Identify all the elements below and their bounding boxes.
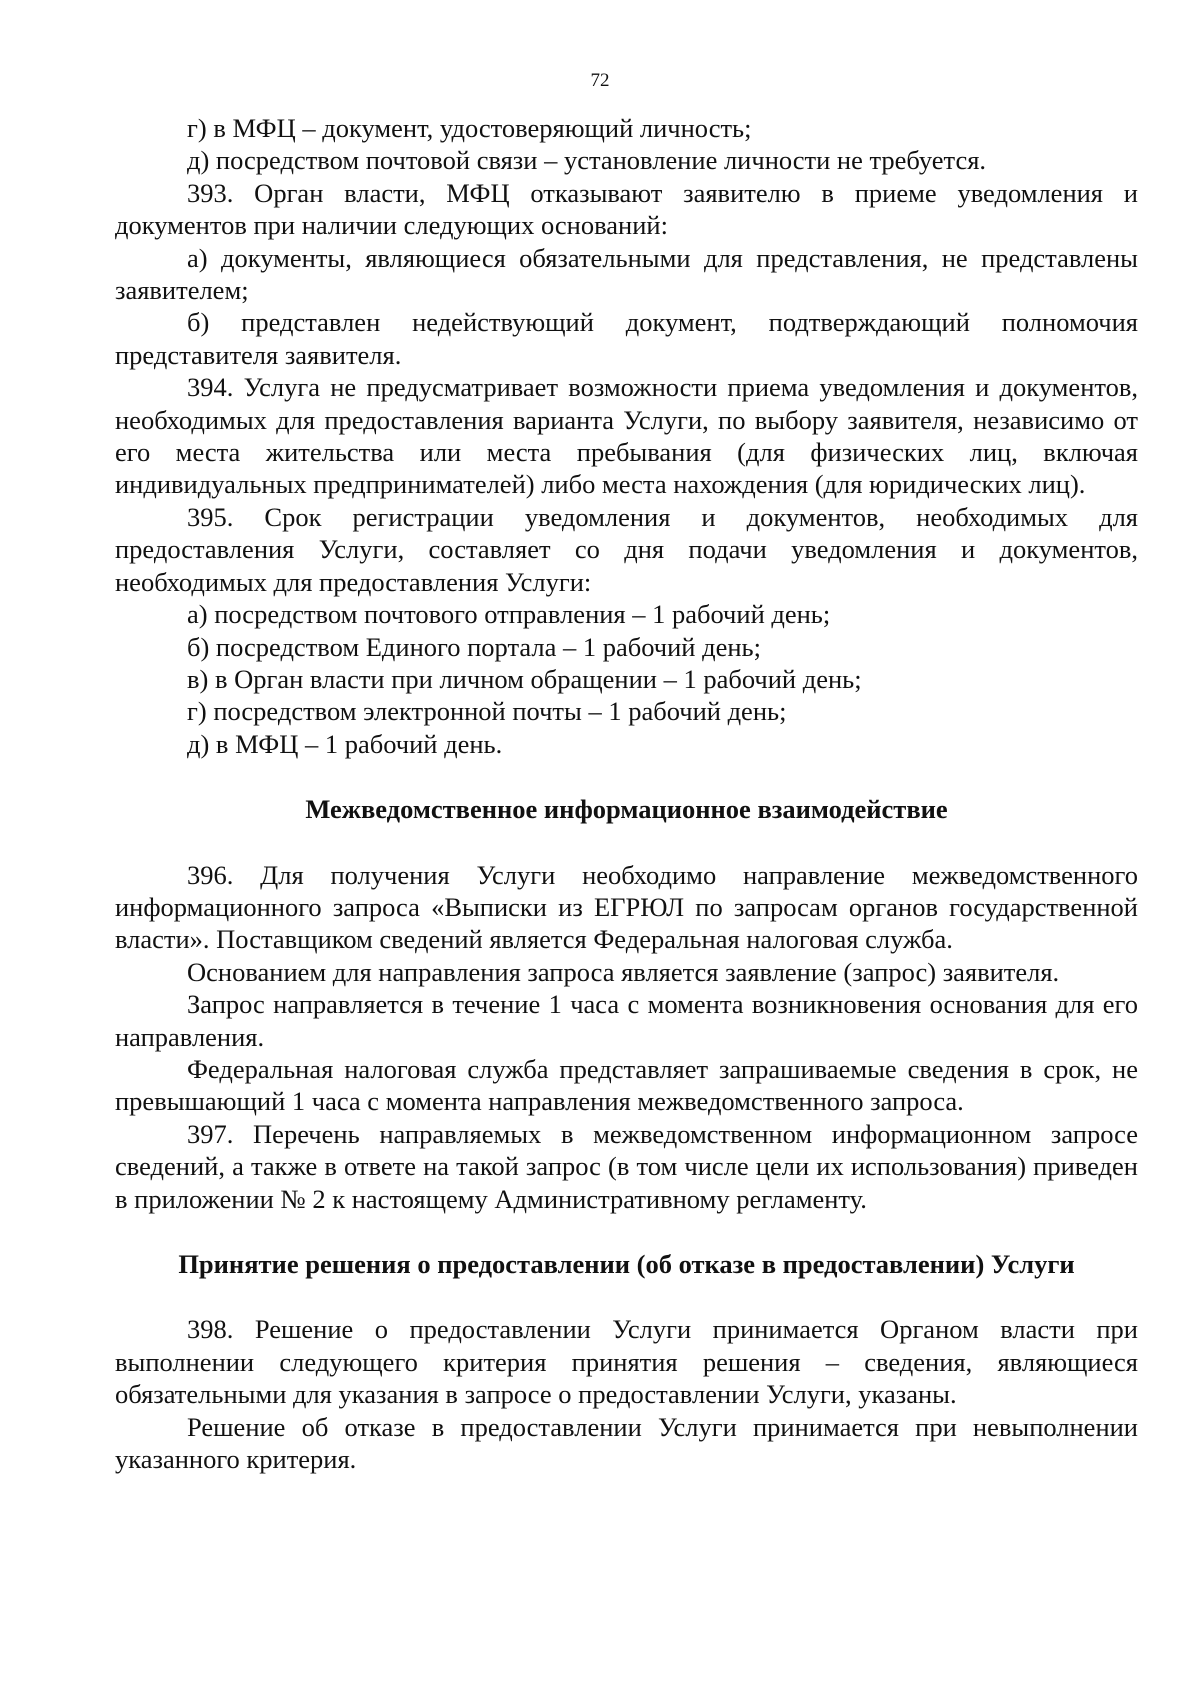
- paragraph: Основанием для направления запроса является заявление (запрос) заявителя.: [187, 956, 1060, 987]
- paragraph: г) посредством электронной почты – 1 рабочий день;: [187, 696, 787, 727]
- page-number: 72: [590, 70, 610, 91]
- paragraph: г) в МФЦ – документ, удостоверяющий личность;: [187, 113, 752, 143]
- paragraph: 393. Орган власти, МФЦ отказывают заявителю в приеме уведомления и документов при наличии следующих оснований:: [115, 177, 1138, 241]
- document-body: [115, 112, 1138, 1475]
- section-heading: Межведомственное информационное взаимодействие: [305, 794, 948, 825]
- paragraph: б) посредством Единого портала – 1 рабочий день;: [187, 631, 761, 662]
- paragraph: б) представлен недействующий документ, подтверждающий полномочия представителя заявителя.: [115, 307, 1138, 370]
- section-heading: Принятие решения о предоставлении (об отказе в предоставлении) Услуги: [178, 1249, 1075, 1279]
- paragraph: 395. Срок регистрации уведомления и документов, необходимых для предоставления Услуги, составляет со дня подачи уведомления и документов, необходимых для предоставления Услуги:: [115, 501, 1138, 597]
- paragraph: а) документы, являющиеся обязательными для представления, не представлены заявителем;: [115, 242, 1138, 306]
- paragraph: 398. Решение о предоставлении Услуги принимается Органом власти при выполнении следующего критерия принятия решения – сведения, являющиеся обязательными для указания в запросе о предоставлении Услуги, указаны.: [115, 1314, 1138, 1410]
- paragraph: Федеральная налоговая служба представляет запрашиваемые сведения в срок, не превышающий 1 часа с момента направления межведомственного запроса.: [115, 1053, 1138, 1117]
- paragraph: Запрос направляется в течение 1 часа с момента возникновения основания для его направления.: [115, 989, 1138, 1052]
- paragraph: а) посредством почтового отправления – 1 рабочий день;: [187, 599, 831, 630]
- paragraph: 394. Услуга не предусматривает возможности приема уведомления и документов, необходимых для предоставления варианта Услуги, по выбору заявителя, независимо от его места жительства или места пребывания (для физических лиц, включая индивидуальных предпринимателей) либо места нахождения (для юридических лиц).: [115, 372, 1138, 500]
- paragraph: д) в МФЦ – 1 рабочий день.: [187, 728, 503, 759]
- paragraph: в) в Орган власти при личном обращении – 1 рабочий день;: [187, 663, 862, 694]
- paragraph: д) посредством почтовой связи – установление личности не требуется.: [187, 145, 987, 176]
- paragraph: 397. Перечень направляемых в межведомственном информационном запросе сведений, а также в ответе на такой запрос (в том числе цели их использования) приведен в приложении № 2 к настоящему Административному регламенту.: [115, 1118, 1138, 1214]
- paragraph: Решение об отказе в предоставлении Услуги принимается при невыполнении указанного критерия.: [115, 1411, 1138, 1475]
- paragraph: 396. Для получения Услуги необходимо направление межведомственного информационного запроса «Выписки из ЕГРЮЛ по запросам органов государственной власти». Поставщиком сведений является Федеральная налоговая служба.: [115, 859, 1138, 955]
